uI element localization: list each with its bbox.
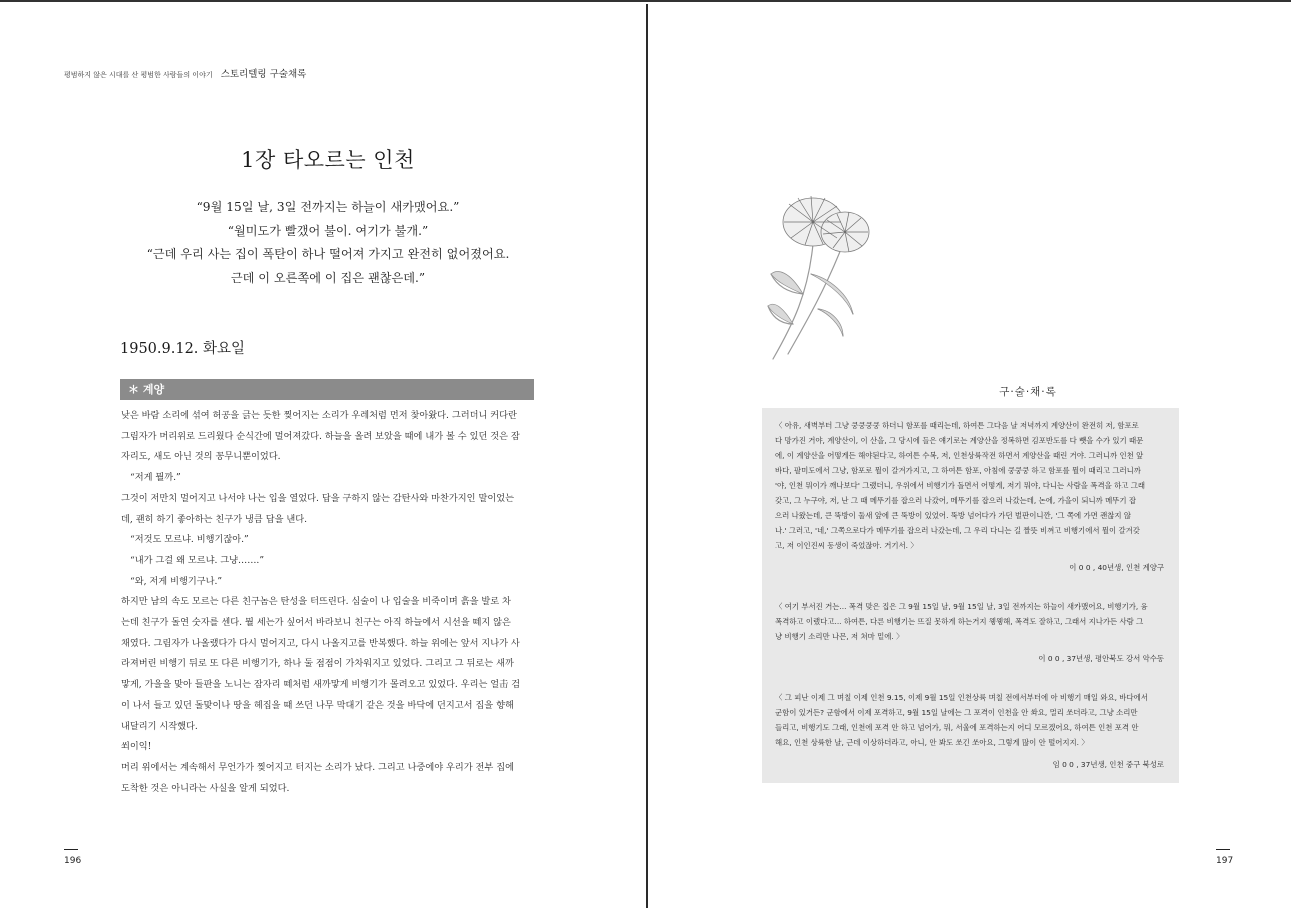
testimony-line: 냥 비행기 소리만 나믄, 저 쳐마 밑에. 〉 [775,632,904,641]
body-line: 이 나서 들고 있던 돌맞이나 땅을 헤집을 때 쓰던 나무 막대기 같은 것을 바닥에 던지고서 집을 향해 [121,699,514,711]
epigraph-line: “근데 우리 사는 집이 폭탄이 하나 떨어져 가지고 완전히 없어졌어요. [146,247,510,261]
body-line: 그것이 저만치 멀어지고 나서야 나는 입을 열었다. 답을 구하지 않는 감탄사와 마찬가지인 말이었는 [121,492,514,504]
testimony-line: 군함이 있거든? 군함에서 이제 포격하고, 9월 15일 날에는 그 포격이 인천을 안 쏴요, 멀리 쏘더라고, 그냥 소리만 [775,708,1138,717]
testimony-line: '야, 인천 뭐이가 깨나보다' 그랬더니, 우위에서 비행기가 돌면서 어떻게, 저기 뭐야, 다니는 사람을 폭격을 하고 그래 [775,481,1145,490]
epigraph-line: “월미도가 빨갰어 불이. 여기가 불개.” [227,223,429,238]
testimony-spacer [775,666,1166,690]
oral-record-title: 구·술·채·록 [999,386,1057,398]
testimony-line: 〈 아유, 새벽부터 그냥 쿵쿵쿵쿵 하더니 함포를 때리는데, 하여튼 그다음 날 저녁까지 계양산이 완전히 저, 함포로 [775,421,1139,430]
body-line: 쐬이익! [121,741,152,753]
dialog-line: “저게 뭘까.” [130,472,181,484]
testimony-line: 〈 그 피난 이제 그 며칠 이제 인천 9.15, 이제 9월 15일 인천상륙 며칠 전에서부터에 아 비행기 매일 와요, 바다에서 [775,693,1148,702]
testimony-quote [775,599,1166,644]
testimony-line: 바다, 팔미도에서 그냥, 함포로 뭘이 갈겨가지고, 그 하여튼 함포, 아침에 쿵쿵쿵 하고 함포를 뭘이 때리고 그러니까 [775,466,1141,475]
testimony-line: 폭격하고 이랬다고... 하여튼, 다른 비행기는 뜨질 못하게 하는거지 웽웽해, 폭격도 잘하고, 그래서 지나가든 사람 그 [775,617,1144,626]
folio-rule [64,849,78,850]
diary-date-heading: 1950.9.12. 화요일 [120,341,246,357]
diary-body-text [121,406,535,799]
body-line: 맣게, 가을을 맞아 들판을 노니는 잠자리 떼처럼 새까맣게 비행기가 몰려오고 있었다. 우리는 얼击 검 [121,679,521,691]
body-line: 하지만 남의 속도 모르는 다른 친구놈은 탄성을 터뜨린다. 심술이 나 입술을 비죽이며 흙을 발로 차 [121,596,511,608]
testimony-line: 갖고, 그 누구야, 저, 난 그 때 메뚜기를 잡으러 나갔어, 메뚜기를 잡으러 나갔는데, 논에, 가을이 되니까 메뚜기 잡 [775,496,1137,505]
running-head [64,62,306,81]
chapter-epigraph [0,196,656,290]
body-line: 는데 친구가 돌연 숫자를 센다. 뭘 세는가 싶어서 바라보니 친구는 아직 하늘에서 시선을 떼지 않은 [121,617,511,629]
epigraph-line: “9월 15일 날, 3일 전까지는 하늘이 새카맸어요.” [196,200,460,214]
chapter-title: 1장 타오르는 인천 [241,148,415,172]
testimony-attribution: 이 0 0 , 40년생, 인천 계양구 [1069,563,1164,572]
testimony-line: 들리고, 비행기도 그래, 인천에 포격 안 하고 넘어가, 뭐, 서울에 포격하는지 어디 모르겠어요, 하여튼 인천 포격 안 [775,723,1139,732]
testimony-line: 〈 여기 부서진 거는... 폭격 맞은 집은 그 9월 15일 날, 9월 15일 날, 3일 전까지는 하늘이 새카맸어요, 비행기가, 융 [775,602,1148,611]
testimony-line: 으러 나왔는데, 큰 뚝방이 둘새 앞에 큰 뚝방이 있었어. 뚝방 넘어다가 가던 벌판이니깐, '그 쪽에 가면 괜찮지 않 [775,511,1132,520]
testimony-spacer [775,575,1166,599]
folio-rule [1216,849,1230,850]
testimony-attribution: 임 0 0 , 37년생, 인천 중구 북성로 [1052,760,1164,769]
body-line: 도착한 것은 아니라는 사실을 알게 되었다. [121,782,290,794]
body-line: 낮은 바람 소리에 섞여 허공을 긁는 듯한 찢어지는 소리가 우레처럼 먼저 찾아왔다. 그러더니 커다란 [121,410,517,421]
testimony-line: 다 망가진 거야, 계양산이, 이 산을, 그 당시에 들은 얘기로는 계양산을 정복하면 김포반도를 다 뺏을 수가 있기 때문 [775,436,1144,445]
dialog-line: “저것도 모르냐. 비행기잖아.” [130,534,249,546]
testimony-quote [775,418,1166,553]
body-line: 머리 위에서는 계속해서 무언가가 찢어지고 터지는 소리가 났다. 그리고 나중에야 우리가 전부 집에 [121,761,514,773]
testimony-line: 에, 이 계양산을 어떻게든 해야된다고, 하여튼 수복, 저, 인천상륙작전 하면서 계양산을 때린 거야. 그러니까 인천 앞 [775,451,1144,460]
chrysanthemum-illustration [763,174,883,364]
section-label-bar: ＊ 계양 [120,379,534,400]
testimony-line: 나.' 그러고, '네,' 그쪽으로다가 메뚜기를 잡으러 나갔는데, 그 우리 다니는 길 짤뜻 비껴고 비행기에서 뭘이 갈겨갖 [775,526,1140,535]
body-line: 데, 괜히 하기 좋아하는 친구가 냉큼 답을 낸다. [121,513,308,525]
epigraph-line: 근데 이 오른쪽에 이 집은 괜찮은데.” [230,270,426,285]
left-page [0,4,646,908]
testimony-line: 고, 저 이인진씨 동생이 죽었잖아. 거기서. 〉 [775,541,918,550]
body-line: 내달리기 시작했다. [121,720,198,732]
page-number-left: 196 [64,856,82,866]
dialog-line: “와, 저게 비행기구나.” [130,575,223,587]
body-line: 채였다. 그림자가 나올랬다가 다시 멀어지고, 다시 나올지고를 반복했다. 하늘 위에는 앞서 지나가 사 [121,637,520,649]
right-page [648,4,1291,908]
body-line: 라져버린 비행기 뒤로 또 다른 비행기가, 하나 둘 점점이 가차워지고 있었다. 그리고 그 뒤로는 새까 [121,658,514,670]
body-line: 그림자가 머리위로 드리웠다 순식간에 멀어져갔다. 하늘을 올려 보았을 때에 내가 볼 수 있던 것은 잠 [121,430,520,442]
testimony-quote [775,690,1166,750]
testimony-attribution: 이 0 0 , 37년생, 평안북도 강서 악수동 [1038,654,1164,663]
dialog-line: “내가 그걸 왜 모르냐. 그냥…….” [130,554,265,566]
running-head-title: 스토리텔링 구술채록 [220,69,307,80]
body-line: 자리도, 새도 아닌 것의 꽁무니뿐이었다. [121,451,281,463]
page-number-right: 197 [1216,856,1234,866]
testimony-line: 해요, 인천 상륙한 날, 근데 이상하더라고, 아니, 안 봐도 쏘긴 쏘아요, 그렇게 많이 안 떨어지지. 〉 [775,738,1089,747]
running-head-subtitle: 평범하지 않은 시대를 산 평범한 사람들의 이야기 [64,71,213,79]
testimony-box [762,408,1179,783]
